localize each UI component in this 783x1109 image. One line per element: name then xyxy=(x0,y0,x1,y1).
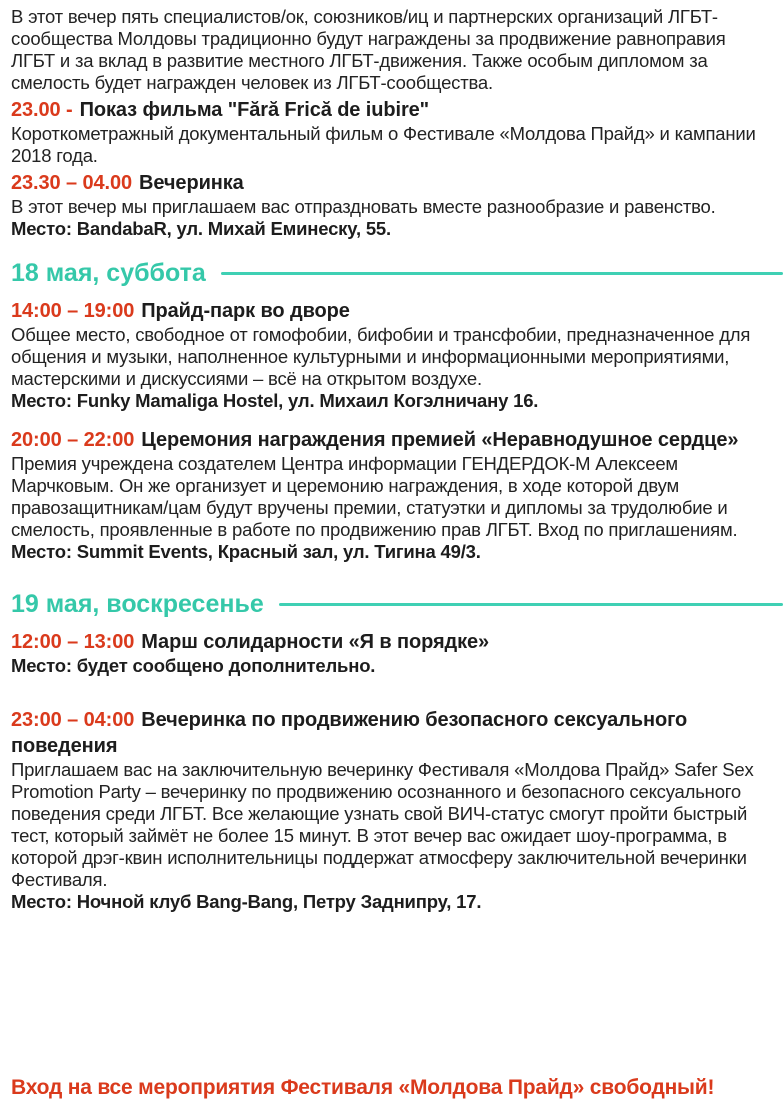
event-title: Прайд-парк во дворе xyxy=(141,300,350,322)
free-entrance-note: Вход на все мероприятия Фестиваля «Молдова Прайд» свободный! xyxy=(11,1076,715,1099)
event-description: В этот вечер мы приглашаем вас отпраздновать вместе разнообразие и равенство. xyxy=(11,196,716,217)
event-time: 23.30 – 04.00 xyxy=(11,172,133,194)
event-heading-solidarity-march xyxy=(11,629,770,655)
section-header-sunday xyxy=(11,590,783,618)
intro-paragraph: В этот вечер пять специалистов/ок, союзников/иц и партнерских организаций ЛГБТ-сообщества Молдовы традиционно будут награждены за продвижение равноправия ЛГБТ и за вклад в развитие местного ЛГБТ-движения. Также особым дипломом за смелость будет награжден человек из ЛГБТ-сообщества. xyxy=(11,6,726,93)
event-location: Место: BandabaR, ул. Михай Еминеску, 55. xyxy=(11,218,391,239)
event-location: Место: Ночной клуб Bang-Bang, Петру Заднипру, 17. xyxy=(11,891,482,912)
section-title: 18 мая, суббота xyxy=(11,259,206,287)
event-description: Короткометражный документальный фильм о Фестивале «Молдова Прайд» и кампании 2018 года. xyxy=(11,123,756,166)
event-time: 20:00 – 22:00 xyxy=(11,429,135,451)
section-divider-line xyxy=(221,272,783,275)
event-location: Место: Summit Events, Красный зал, ул. Тигина 49/3. xyxy=(11,541,481,562)
event-description: Общее место, свободное от гомофобии, бифобии и трансфобии, предназначенное для общения и музыки, наполненное культурными и информационными мероприятиями, мастерскими и дискуссиями – всё на открытом воздухе. xyxy=(11,324,751,389)
event-description: Премия учреждена создателем Центра информации ГЕНДЕРДОК-М Алексеем Марчковым. Он же организует и церемонию награждения, в ходе которой двум правозащитникам/цам будут вручены премии, статуэтки и дипломы за трудолюбие и смелость, проявленные в работе по продвижению прав ЛГБТ. Вход по приглашениям. xyxy=(11,453,738,540)
section-divider-line xyxy=(279,603,783,606)
section-header-saturday xyxy=(11,259,783,287)
event-heading-pride-park xyxy=(11,298,770,324)
event-time: 23.00 - xyxy=(11,99,73,121)
event-heading-film-screening xyxy=(11,97,770,123)
event-time: 12:00 – 13:00 xyxy=(11,631,135,653)
event-description: Приглашаем вас на заключительную вечеринку Фестиваля «Молдова Прайд» Safer Sex Promotion Party – вечеринку по продвижению осознанного и безопасного сексуального поведения среди ЛГБТ. Все желающие узнать свой ВИЧ-статус смогут пройти быстрый тест, который займёт не более 15 минут. В этот вечер вас ожидает шоу-программа, в которой дрэг-квин исполнительницы поддержат атмосферу заключительной вечеринки Фестиваля. xyxy=(11,759,754,890)
event-title: Вечеринка по продвижению безопасного сексуального поведения xyxy=(11,709,688,757)
event-title: Церемония награждения премией «Неравнодушное сердце» xyxy=(141,429,739,451)
event-location: Место: Funky Mamaliga Hostel, ул. Михаил Когэлничану 16. xyxy=(11,390,539,411)
event-title: Марш солидарности «Я в порядке» xyxy=(141,631,490,653)
event-time: 14:00 – 19:00 xyxy=(11,300,135,322)
event-heading-party xyxy=(11,170,770,196)
event-heading-safer-sex-party xyxy=(11,707,770,759)
event-location: Место: будет сообщено дополнительно. xyxy=(11,655,376,676)
event-title: Показ фильма "Fără Frică de iubire" xyxy=(79,99,430,121)
section-title: 19 мая, воскресенье xyxy=(11,590,264,618)
event-time: 23:00 – 04:00 xyxy=(11,709,135,731)
event-title: Вечеринка xyxy=(139,172,244,194)
event-heading-award-ceremony xyxy=(11,427,770,453)
